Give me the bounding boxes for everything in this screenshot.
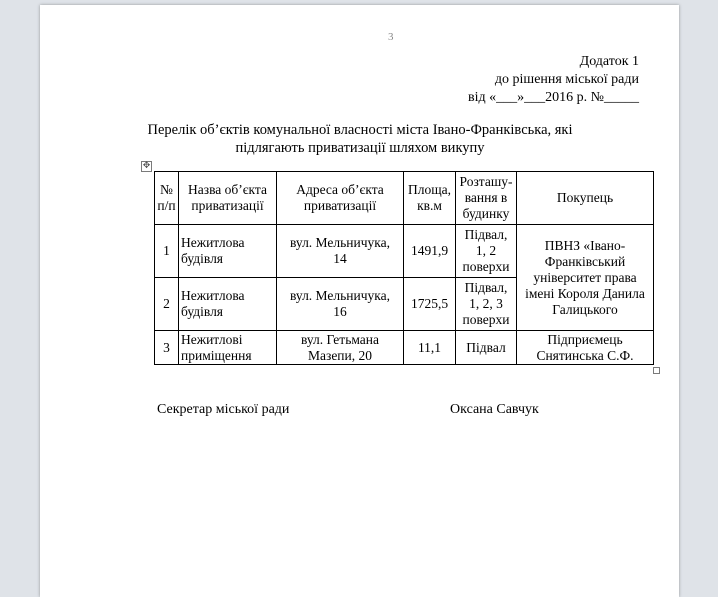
cell-location: Підвал xyxy=(456,331,517,365)
cell-address: вул. Мельничука, 16 xyxy=(277,278,404,331)
cell-buyer-merged: ПВНЗ «Івано- Франківський університет права імені Короля Данила Галицького xyxy=(517,225,654,331)
cell-area: 1491,9 xyxy=(404,225,456,278)
page-number: 3 xyxy=(388,31,394,43)
cell-number: 1 xyxy=(155,225,179,278)
cell-location: Підвал, 1, 2 поверхи xyxy=(456,225,517,278)
annex-block xyxy=(468,53,639,107)
cell-object-name: Нежитлові приміщення xyxy=(179,331,277,365)
signature-position: Секретар міської ради xyxy=(157,402,290,417)
header-location: Розташу- вання в будинку xyxy=(456,172,517,225)
table-resize-handle[interactable] xyxy=(653,367,660,374)
header-object-name: Назва об’єкта приватизації xyxy=(179,172,277,225)
table-header-row xyxy=(155,172,654,225)
document-page xyxy=(40,5,679,597)
cell-number: 2 xyxy=(155,278,179,331)
header-area: Площа, кв.м xyxy=(404,172,456,225)
cell-address: вул. Гетьмана Мазепи, 20 xyxy=(277,331,404,365)
header-address: Адреса об’єкта приватизації xyxy=(277,172,404,225)
header-buyer: Покупець xyxy=(517,172,654,225)
annex-line-1: Додаток 1 xyxy=(579,54,639,69)
title-line-2: підлягають приватизації шляхом викупу xyxy=(235,140,485,156)
document-title xyxy=(140,121,580,157)
cell-address: вул. Мельничука, 14 xyxy=(277,225,404,278)
cell-location: Підвал, 1, 2, 3 поверхи xyxy=(456,278,517,331)
header-number: № п/п xyxy=(155,172,179,225)
annex-line-3: від «___»___2016 р. №_____ xyxy=(468,90,639,105)
cell-object-name: Нежитлова будівля xyxy=(179,225,277,278)
cell-area: 11,1 xyxy=(404,331,456,365)
cell-object-name: Нежитлова будівля xyxy=(179,278,277,331)
cell-buyer: Підприємець Снятинська С.Ф. xyxy=(517,331,654,365)
table-row xyxy=(155,225,654,278)
table-row xyxy=(155,331,654,365)
objects-table xyxy=(154,171,654,365)
title-line-1: Перелік об’єктів комунальної власності міста Івано-Франківська, які xyxy=(147,122,573,138)
cell-number: 3 xyxy=(155,331,179,365)
cell-area: 1725,5 xyxy=(404,278,456,331)
table-move-handle-icon[interactable]: ✥ xyxy=(142,161,151,171)
annex-line-2: до рішення міської ради xyxy=(494,72,639,87)
signature-name: Оксана Савчук xyxy=(450,402,539,417)
